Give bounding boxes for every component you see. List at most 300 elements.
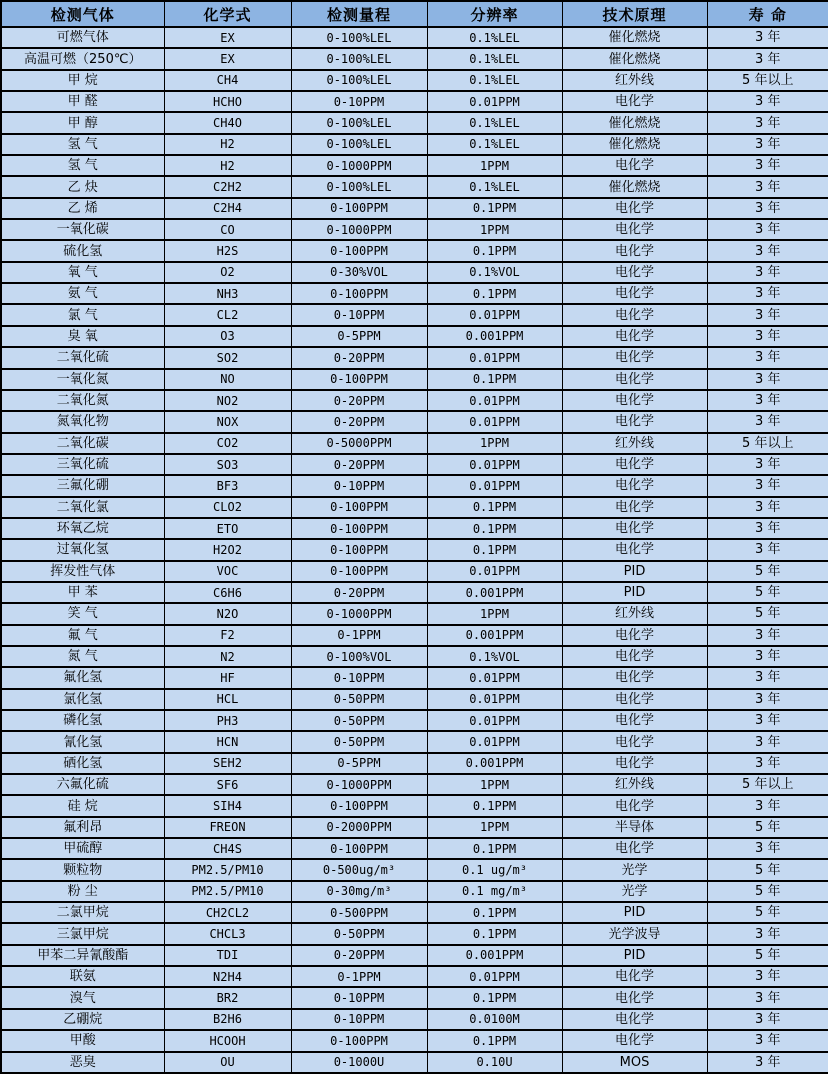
cell-lifespan: 3 年 bbox=[707, 475, 828, 496]
cell-gas-name: 甲 醛 bbox=[1, 91, 164, 112]
cell-lifespan: 3 年 bbox=[707, 518, 828, 539]
cell-technology: 半导体 bbox=[562, 817, 707, 838]
cell-technology: MOS bbox=[562, 1052, 707, 1074]
cell-gas-name: 臭 氧 bbox=[1, 326, 164, 347]
cell-resolution: 0.1%LEL bbox=[427, 70, 562, 91]
cell-detection-range: 0-100%LEL bbox=[291, 112, 427, 133]
cell-detection-range: 0-100PPM bbox=[291, 240, 427, 261]
cell-lifespan: 3 年 bbox=[707, 369, 828, 390]
cell-technology: 红外线 bbox=[562, 70, 707, 91]
table-row bbox=[1, 27, 828, 48]
cell-lifespan: 5 年 bbox=[707, 902, 828, 923]
cell-chemical-formula: CL2 bbox=[164, 304, 291, 325]
cell-resolution: 0.1PPM bbox=[427, 795, 562, 816]
cell-detection-range: 0-100%LEL bbox=[291, 27, 427, 48]
cell-lifespan: 3 年 bbox=[707, 838, 828, 859]
table-row bbox=[1, 689, 828, 710]
table-row bbox=[1, 134, 828, 155]
column-header-technology: 技术原理 bbox=[562, 1, 707, 27]
cell-technology: 电化学 bbox=[562, 347, 707, 368]
cell-technology: 电化学 bbox=[562, 262, 707, 283]
cell-gas-name: 二氧化硫 bbox=[1, 347, 164, 368]
cell-gas-name: 乙硼烷 bbox=[1, 1009, 164, 1030]
cell-lifespan: 5 年 bbox=[707, 859, 828, 880]
cell-lifespan: 3 年 bbox=[707, 710, 828, 731]
cell-lifespan: 5 年 bbox=[707, 881, 828, 902]
table-row bbox=[1, 497, 828, 518]
cell-gas-name: 甲酸 bbox=[1, 1030, 164, 1051]
cell-gas-name: 笑 气 bbox=[1, 603, 164, 624]
cell-chemical-formula: VOC bbox=[164, 561, 291, 582]
cell-chemical-formula: BF3 bbox=[164, 475, 291, 496]
cell-chemical-formula: CH4S bbox=[164, 838, 291, 859]
table-row bbox=[1, 603, 828, 624]
cell-resolution: 0.1PPM bbox=[427, 1030, 562, 1051]
cell-technology: 催化燃烧 bbox=[562, 134, 707, 155]
cell-gas-name: 二氧化氮 bbox=[1, 390, 164, 411]
cell-lifespan: 3 年 bbox=[707, 155, 828, 176]
cell-resolution: 0.1PPM bbox=[427, 838, 562, 859]
cell-detection-range: 0-10PPM bbox=[291, 91, 427, 112]
cell-detection-range: 0-100%LEL bbox=[291, 176, 427, 197]
cell-technology: 催化燃烧 bbox=[562, 48, 707, 69]
cell-resolution: 0.01PPM bbox=[427, 304, 562, 325]
cell-lifespan: 3 年 bbox=[707, 198, 828, 219]
header-row bbox=[1, 1, 828, 27]
cell-chemical-formula: SO2 bbox=[164, 347, 291, 368]
cell-technology: 电化学 bbox=[562, 646, 707, 667]
cell-detection-range: 0-100PPM bbox=[291, 283, 427, 304]
cell-lifespan: 3 年 bbox=[707, 112, 828, 133]
cell-detection-range: 0-1000PPM bbox=[291, 603, 427, 624]
cell-technology: 电化学 bbox=[562, 1030, 707, 1051]
table-row bbox=[1, 326, 828, 347]
cell-lifespan: 3 年 bbox=[707, 923, 828, 944]
cell-gas-name: 一氧化氮 bbox=[1, 369, 164, 390]
cell-chemical-formula: EX bbox=[164, 27, 291, 48]
cell-detection-range: 0-2000PPM bbox=[291, 817, 427, 838]
cell-detection-range: 0-500ug/m³ bbox=[291, 859, 427, 880]
table-row bbox=[1, 817, 828, 838]
cell-lifespan: 5 年以上 bbox=[707, 433, 828, 454]
cell-chemical-formula: SF6 bbox=[164, 774, 291, 795]
table-row bbox=[1, 176, 828, 197]
cell-resolution: 1PPM bbox=[427, 817, 562, 838]
cell-gas-name: 氰化氢 bbox=[1, 731, 164, 752]
cell-chemical-formula: CO2 bbox=[164, 433, 291, 454]
cell-chemical-formula: C6H6 bbox=[164, 582, 291, 603]
cell-lifespan: 5 年以上 bbox=[707, 774, 828, 795]
cell-chemical-formula: SEH2 bbox=[164, 753, 291, 774]
cell-detection-range: 0-20PPM bbox=[291, 347, 427, 368]
cell-resolution: 1PPM bbox=[427, 219, 562, 240]
cell-lifespan: 3 年 bbox=[707, 262, 828, 283]
cell-technology: 催化燃烧 bbox=[562, 112, 707, 133]
cell-technology: PID bbox=[562, 902, 707, 923]
cell-technology: 电化学 bbox=[562, 411, 707, 432]
cell-chemical-formula: CH2CL2 bbox=[164, 902, 291, 923]
cell-technology: 电化学 bbox=[562, 667, 707, 688]
cell-resolution: 0.1PPM bbox=[427, 369, 562, 390]
table-row bbox=[1, 70, 828, 91]
table-row bbox=[1, 582, 828, 603]
table-row bbox=[1, 731, 828, 752]
table-row bbox=[1, 219, 828, 240]
table-row bbox=[1, 1052, 828, 1074]
cell-gas-name: 粉 尘 bbox=[1, 881, 164, 902]
cell-resolution: 0.1PPM bbox=[427, 283, 562, 304]
cell-technology: 红外线 bbox=[562, 433, 707, 454]
cell-gas-name: 联氨 bbox=[1, 966, 164, 987]
table-row bbox=[1, 518, 828, 539]
table-row bbox=[1, 710, 828, 731]
cell-gas-name: 氮氧化物 bbox=[1, 411, 164, 432]
cell-chemical-formula: C2H4 bbox=[164, 198, 291, 219]
cell-resolution: 0.001PPM bbox=[427, 582, 562, 603]
cell-technology: 催化燃烧 bbox=[562, 176, 707, 197]
cell-resolution: 0.01PPM bbox=[427, 731, 562, 752]
cell-lifespan: 3 年 bbox=[707, 390, 828, 411]
table-row bbox=[1, 411, 828, 432]
cell-resolution: 0.01PPM bbox=[427, 347, 562, 368]
table-row bbox=[1, 753, 828, 774]
table-row bbox=[1, 667, 828, 688]
cell-lifespan: 3 年 bbox=[707, 134, 828, 155]
cell-detection-range: 0-50PPM bbox=[291, 923, 427, 944]
cell-gas-name: 氯 气 bbox=[1, 304, 164, 325]
table-row bbox=[1, 774, 828, 795]
cell-resolution: 0.1%LEL bbox=[427, 134, 562, 155]
cell-resolution: 0.1PPM bbox=[427, 240, 562, 261]
cell-lifespan: 3 年 bbox=[707, 240, 828, 261]
cell-chemical-formula: N2O bbox=[164, 603, 291, 624]
table-row bbox=[1, 838, 828, 859]
cell-chemical-formula: CH4O bbox=[164, 112, 291, 133]
cell-gas-name: 氯化氢 bbox=[1, 689, 164, 710]
table-row bbox=[1, 902, 828, 923]
cell-gas-name: 氮 气 bbox=[1, 646, 164, 667]
cell-lifespan: 5 年 bbox=[707, 561, 828, 582]
cell-lifespan: 3 年 bbox=[707, 497, 828, 518]
cell-detection-range: 0-1000PPM bbox=[291, 219, 427, 240]
cell-gas-name: 三氯甲烷 bbox=[1, 923, 164, 944]
table-row bbox=[1, 795, 828, 816]
cell-chemical-formula: CO bbox=[164, 219, 291, 240]
cell-chemical-formula: HCOOH bbox=[164, 1030, 291, 1051]
cell-chemical-formula: PM2.5/PM10 bbox=[164, 859, 291, 880]
cell-technology: 电化学 bbox=[562, 283, 707, 304]
cell-chemical-formula: SIH4 bbox=[164, 795, 291, 816]
table-row bbox=[1, 198, 828, 219]
table-row bbox=[1, 625, 828, 646]
cell-chemical-formula: OU bbox=[164, 1052, 291, 1074]
cell-chemical-formula: H2O2 bbox=[164, 539, 291, 560]
cell-technology: 红外线 bbox=[562, 603, 707, 624]
cell-technology: 电化学 bbox=[562, 240, 707, 261]
cell-detection-range: 0-100%LEL bbox=[291, 70, 427, 91]
table-row bbox=[1, 283, 828, 304]
cell-detection-range: 0-5000PPM bbox=[291, 433, 427, 454]
cell-chemical-formula: CLO2 bbox=[164, 497, 291, 518]
cell-detection-range: 0-100%LEL bbox=[291, 134, 427, 155]
cell-detection-range: 0-100PPM bbox=[291, 561, 427, 582]
cell-resolution: 1PPM bbox=[427, 155, 562, 176]
cell-technology: 催化燃烧 bbox=[562, 27, 707, 48]
cell-detection-range: 0-10PPM bbox=[291, 987, 427, 1008]
cell-chemical-formula: B2H6 bbox=[164, 1009, 291, 1030]
cell-detection-range: 0-50PPM bbox=[291, 689, 427, 710]
cell-detection-range: 0-100PPM bbox=[291, 539, 427, 560]
cell-gas-name: 乙 炔 bbox=[1, 176, 164, 197]
cell-gas-name: 二氯甲烷 bbox=[1, 902, 164, 923]
cell-gas-name: 环氧乙烷 bbox=[1, 518, 164, 539]
cell-chemical-formula: O2 bbox=[164, 262, 291, 283]
cell-gas-name: 一氧化碳 bbox=[1, 219, 164, 240]
cell-chemical-formula: HF bbox=[164, 667, 291, 688]
cell-lifespan: 3 年 bbox=[707, 347, 828, 368]
cell-resolution: 0.1PPM bbox=[427, 987, 562, 1008]
cell-lifespan: 3 年 bbox=[707, 753, 828, 774]
cell-chemical-formula: HCL bbox=[164, 689, 291, 710]
cell-lifespan: 3 年 bbox=[707, 454, 828, 475]
cell-detection-range: 0-20PPM bbox=[291, 411, 427, 432]
cell-lifespan: 3 年 bbox=[707, 411, 828, 432]
cell-chemical-formula: HCHO bbox=[164, 91, 291, 112]
cell-resolution: 0.1%LEL bbox=[427, 27, 562, 48]
table-row bbox=[1, 945, 828, 966]
cell-detection-range: 0-100PPM bbox=[291, 1030, 427, 1051]
cell-resolution: 0.1PPM bbox=[427, 198, 562, 219]
cell-technology: 红外线 bbox=[562, 774, 707, 795]
cell-chemical-formula: C2H2 bbox=[164, 176, 291, 197]
cell-resolution: 1PPM bbox=[427, 433, 562, 454]
cell-gas-name: 氢 气 bbox=[1, 155, 164, 176]
column-header-chemical-formula: 化学式 bbox=[164, 1, 291, 27]
cell-lifespan: 3 年 bbox=[707, 48, 828, 69]
cell-lifespan: 3 年 bbox=[707, 689, 828, 710]
cell-lifespan: 5 年 bbox=[707, 603, 828, 624]
cell-chemical-formula: NO2 bbox=[164, 390, 291, 411]
table-row bbox=[1, 475, 828, 496]
cell-technology: 电化学 bbox=[562, 539, 707, 560]
cell-lifespan: 3 年 bbox=[707, 1052, 828, 1074]
cell-gas-name: 六氟化硫 bbox=[1, 774, 164, 795]
cell-chemical-formula: ETO bbox=[164, 518, 291, 539]
cell-detection-range: 0-10PPM bbox=[291, 1009, 427, 1030]
column-header-lifespan: 寿 命 bbox=[707, 1, 828, 27]
cell-gas-name: 甲 苯 bbox=[1, 582, 164, 603]
cell-chemical-formula: CH4 bbox=[164, 70, 291, 91]
cell-lifespan: 3 年 bbox=[707, 966, 828, 987]
cell-detection-range: 0-100PPM bbox=[291, 369, 427, 390]
column-header-resolution: 分辨率 bbox=[427, 1, 562, 27]
cell-resolution: 0.01PPM bbox=[427, 454, 562, 475]
cell-resolution: 0.1PPM bbox=[427, 497, 562, 518]
cell-gas-name: 氟化氢 bbox=[1, 667, 164, 688]
cell-lifespan: 3 年 bbox=[707, 539, 828, 560]
cell-gas-name: 高温可燃（250℃） bbox=[1, 48, 164, 69]
table-row bbox=[1, 1030, 828, 1051]
cell-technology: 光学波导 bbox=[562, 923, 707, 944]
cell-gas-name: 颗粒物 bbox=[1, 859, 164, 880]
cell-gas-name: 硒化氢 bbox=[1, 753, 164, 774]
cell-detection-range: 0-20PPM bbox=[291, 454, 427, 475]
table-row bbox=[1, 390, 828, 411]
cell-technology: 电化学 bbox=[562, 625, 707, 646]
cell-gas-name: 二氧化碳 bbox=[1, 433, 164, 454]
column-header-gas-name: 检测气体 bbox=[1, 1, 164, 27]
cell-lifespan: 3 年 bbox=[707, 326, 828, 347]
cell-technology: 电化学 bbox=[562, 326, 707, 347]
table-row bbox=[1, 433, 828, 454]
cell-resolution: 0.01PPM bbox=[427, 91, 562, 112]
cell-detection-range: 0-10PPM bbox=[291, 304, 427, 325]
cell-chemical-formula: CHCL3 bbox=[164, 923, 291, 944]
cell-lifespan: 5 年 bbox=[707, 817, 828, 838]
cell-lifespan: 3 年 bbox=[707, 795, 828, 816]
cell-gas-name: 氧 气 bbox=[1, 262, 164, 283]
cell-technology: 电化学 bbox=[562, 1009, 707, 1030]
cell-gas-name: 氢 气 bbox=[1, 134, 164, 155]
cell-lifespan: 3 年 bbox=[707, 987, 828, 1008]
cell-technology: 电化学 bbox=[562, 454, 707, 475]
cell-technology: 电化学 bbox=[562, 987, 707, 1008]
table-row bbox=[1, 923, 828, 944]
table-row bbox=[1, 966, 828, 987]
cell-detection-range: 0-1000PPM bbox=[291, 774, 427, 795]
cell-chemical-formula: H2 bbox=[164, 134, 291, 155]
cell-lifespan: 3 年 bbox=[707, 176, 828, 197]
cell-resolution: 0.10U bbox=[427, 1052, 562, 1074]
cell-resolution: 1PPM bbox=[427, 603, 562, 624]
cell-resolution: 0.1PPM bbox=[427, 902, 562, 923]
cell-technology: 电化学 bbox=[562, 91, 707, 112]
cell-technology: 电化学 bbox=[562, 198, 707, 219]
table-row bbox=[1, 304, 828, 325]
table-row bbox=[1, 48, 828, 69]
cell-technology: 电化学 bbox=[562, 219, 707, 240]
cell-resolution: 0.01PPM bbox=[427, 689, 562, 710]
cell-technology: 电化学 bbox=[562, 795, 707, 816]
table-row bbox=[1, 881, 828, 902]
cell-lifespan: 5 年 bbox=[707, 945, 828, 966]
cell-lifespan: 3 年 bbox=[707, 625, 828, 646]
cell-resolution: 0.1PPM bbox=[427, 539, 562, 560]
cell-technology: 电化学 bbox=[562, 689, 707, 710]
cell-chemical-formula: FREON bbox=[164, 817, 291, 838]
cell-technology: 电化学 bbox=[562, 753, 707, 774]
cell-resolution: 0.01PPM bbox=[427, 411, 562, 432]
cell-gas-name: 甲 烷 bbox=[1, 70, 164, 91]
cell-resolution: 0.001PPM bbox=[427, 945, 562, 966]
cell-gas-name: 过氧化氢 bbox=[1, 539, 164, 560]
cell-chemical-formula: EX bbox=[164, 48, 291, 69]
cell-detection-range: 0-5PPM bbox=[291, 753, 427, 774]
table-row bbox=[1, 262, 828, 283]
cell-resolution: 0.01PPM bbox=[427, 966, 562, 987]
cell-detection-range: 0-1PPM bbox=[291, 966, 427, 987]
cell-resolution: 0.1%LEL bbox=[427, 176, 562, 197]
table-row bbox=[1, 112, 828, 133]
cell-chemical-formula: SO3 bbox=[164, 454, 291, 475]
table-row bbox=[1, 561, 828, 582]
cell-technology: 电化学 bbox=[562, 369, 707, 390]
cell-resolution: 0.01PPM bbox=[427, 390, 562, 411]
cell-resolution: 0.0100M bbox=[427, 1009, 562, 1030]
cell-chemical-formula: F2 bbox=[164, 625, 291, 646]
cell-technology: 电化学 bbox=[562, 710, 707, 731]
cell-gas-name: 氟利昂 bbox=[1, 817, 164, 838]
cell-resolution: 0.01PPM bbox=[427, 667, 562, 688]
cell-lifespan: 3 年 bbox=[707, 91, 828, 112]
cell-resolution: 0.01PPM bbox=[427, 710, 562, 731]
cell-resolution: 0.1%VOL bbox=[427, 646, 562, 667]
table-row bbox=[1, 347, 828, 368]
cell-chemical-formula: N2H4 bbox=[164, 966, 291, 987]
cell-detection-range: 0-100PPM bbox=[291, 198, 427, 219]
cell-gas-name: 甲硫醇 bbox=[1, 838, 164, 859]
cell-technology: PID bbox=[562, 582, 707, 603]
cell-lifespan: 3 年 bbox=[707, 1030, 828, 1051]
cell-chemical-formula: O3 bbox=[164, 326, 291, 347]
cell-detection-range: 0-30mg/m³ bbox=[291, 881, 427, 902]
cell-resolution: 0.001PPM bbox=[427, 625, 562, 646]
cell-resolution: 0.001PPM bbox=[427, 753, 562, 774]
table-row bbox=[1, 539, 828, 560]
cell-chemical-formula: H2 bbox=[164, 155, 291, 176]
cell-detection-range: 0-100%VOL bbox=[291, 646, 427, 667]
table-row bbox=[1, 155, 828, 176]
table-row bbox=[1, 240, 828, 261]
cell-gas-name: 甲苯二异氰酸酯 bbox=[1, 945, 164, 966]
cell-gas-name: 氟 气 bbox=[1, 625, 164, 646]
cell-detection-range: 0-1000U bbox=[291, 1052, 427, 1074]
cell-lifespan: 3 年 bbox=[707, 283, 828, 304]
cell-technology: 电化学 bbox=[562, 390, 707, 411]
cell-chemical-formula: NH3 bbox=[164, 283, 291, 304]
cell-detection-range: 0-5PPM bbox=[291, 326, 427, 347]
cell-chemical-formula: NOX bbox=[164, 411, 291, 432]
cell-gas-name: 硅 烷 bbox=[1, 795, 164, 816]
cell-lifespan: 3 年 bbox=[707, 646, 828, 667]
cell-detection-range: 0-10PPM bbox=[291, 475, 427, 496]
cell-gas-name: 可燃气体 bbox=[1, 27, 164, 48]
cell-detection-range: 0-50PPM bbox=[291, 731, 427, 752]
cell-detection-range: 0-10PPM bbox=[291, 667, 427, 688]
cell-gas-name: 挥发性气体 bbox=[1, 561, 164, 582]
cell-resolution: 0.01PPM bbox=[427, 561, 562, 582]
cell-lifespan: 3 年 bbox=[707, 219, 828, 240]
cell-chemical-formula: HCN bbox=[164, 731, 291, 752]
cell-gas-name: 二氧化氯 bbox=[1, 497, 164, 518]
cell-resolution: 1PPM bbox=[427, 774, 562, 795]
table-row bbox=[1, 454, 828, 475]
cell-technology: 电化学 bbox=[562, 518, 707, 539]
table-row bbox=[1, 1009, 828, 1030]
cell-lifespan: 5 年 bbox=[707, 582, 828, 603]
cell-gas-name: 甲 醇 bbox=[1, 112, 164, 133]
cell-gas-name: 硫化氢 bbox=[1, 240, 164, 261]
cell-resolution: 0.1%VOL bbox=[427, 262, 562, 283]
cell-detection-range: 0-1000PPM bbox=[291, 155, 427, 176]
cell-detection-range: 0-100PPM bbox=[291, 795, 427, 816]
table-body bbox=[1, 27, 828, 1073]
cell-technology: PID bbox=[562, 561, 707, 582]
cell-detection-range: 0-20PPM bbox=[291, 582, 427, 603]
cell-gas-name: 溴气 bbox=[1, 987, 164, 1008]
cell-lifespan: 3 年 bbox=[707, 27, 828, 48]
cell-detection-range: 0-100PPM bbox=[291, 838, 427, 859]
